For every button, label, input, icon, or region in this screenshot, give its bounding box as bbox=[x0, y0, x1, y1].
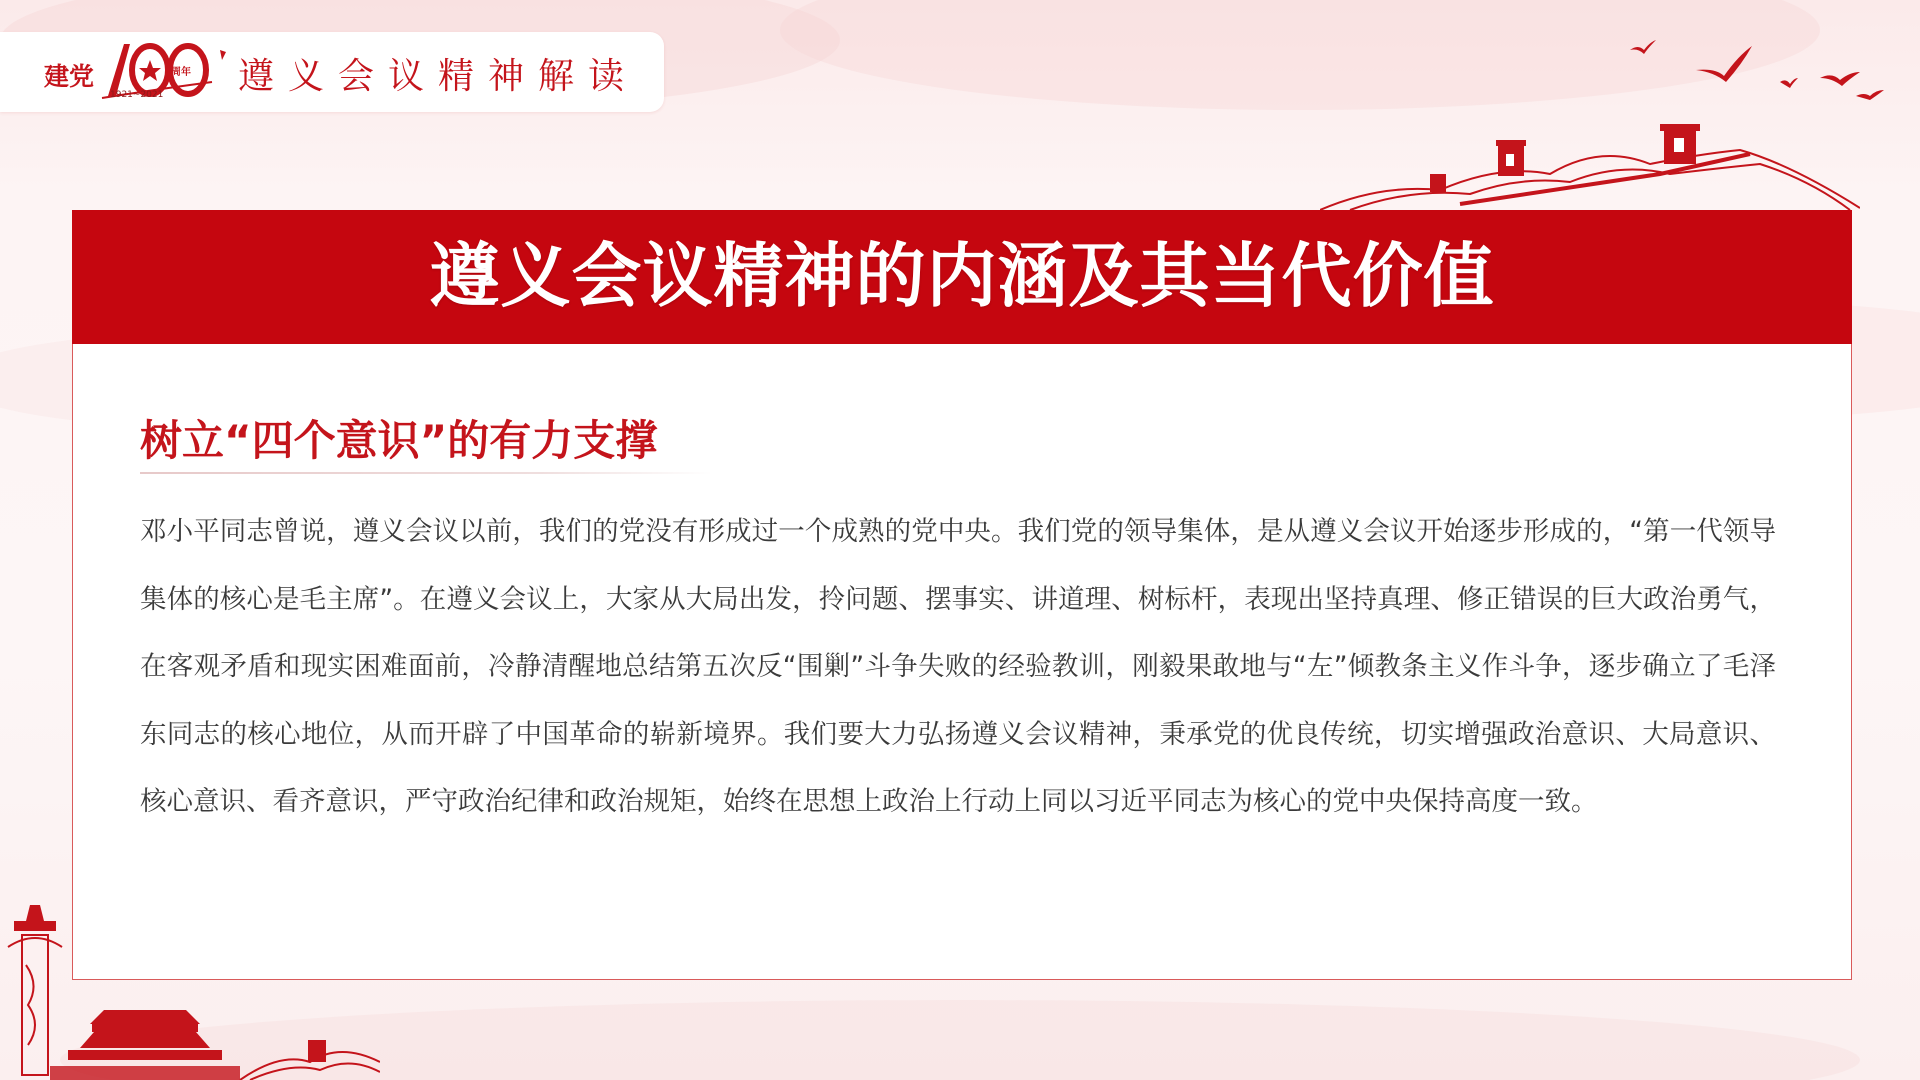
section-heading-underline bbox=[140, 472, 712, 474]
tiananmen-decoration bbox=[50, 992, 380, 1080]
section-heading: 树立“四个意识”的有力支撑 bbox=[140, 416, 658, 465]
great-wall-decoration bbox=[1320, 124, 1860, 212]
header-title: 遵义会议精神解读 bbox=[238, 56, 639, 97]
flying-birds-icon bbox=[1620, 38, 1890, 108]
logo-years: 1921~2021 bbox=[110, 90, 164, 100]
logo-text: 建党 bbox=[44, 62, 95, 91]
body-paragraph: 邓小平同志曾说，遵义会议以前，我们的党没有形成过一个成熟的党中央。我们党的领导集体，是从遵义会议开始逐步形成的，“第一代领导集体的核心是毛主席”。在遵义会议上，大家从大局出发，拎问题、摆事实、讲道理、树标杆，表现出坚持真理、修正错误的巨大政治勇气，在客观矛盾和现实困难面前，冷静清醒地总结第五次反“围剿”斗争失败的经验教训，刚毅果敢地与“左”倾教条主义作斗争，逐步确立了毛泽东同志的核心地位，从而开辟了中国革命的崭新境界。我们要大力弘扬遵义会议精神，秉承党的优良传统，切实增强政治意识、大局意识、核心意识、看齐意识，严守政治纪律和政治规矩，始终在思想上政治上行动上同以习近平同志为核心的党中央保持高度一致。 bbox=[140, 516, 1776, 817]
slide-title: 遵义会议精神的内涵及其当代价值 bbox=[429, 235, 1495, 317]
logo-anniversary-label: 周年 bbox=[171, 67, 191, 78]
